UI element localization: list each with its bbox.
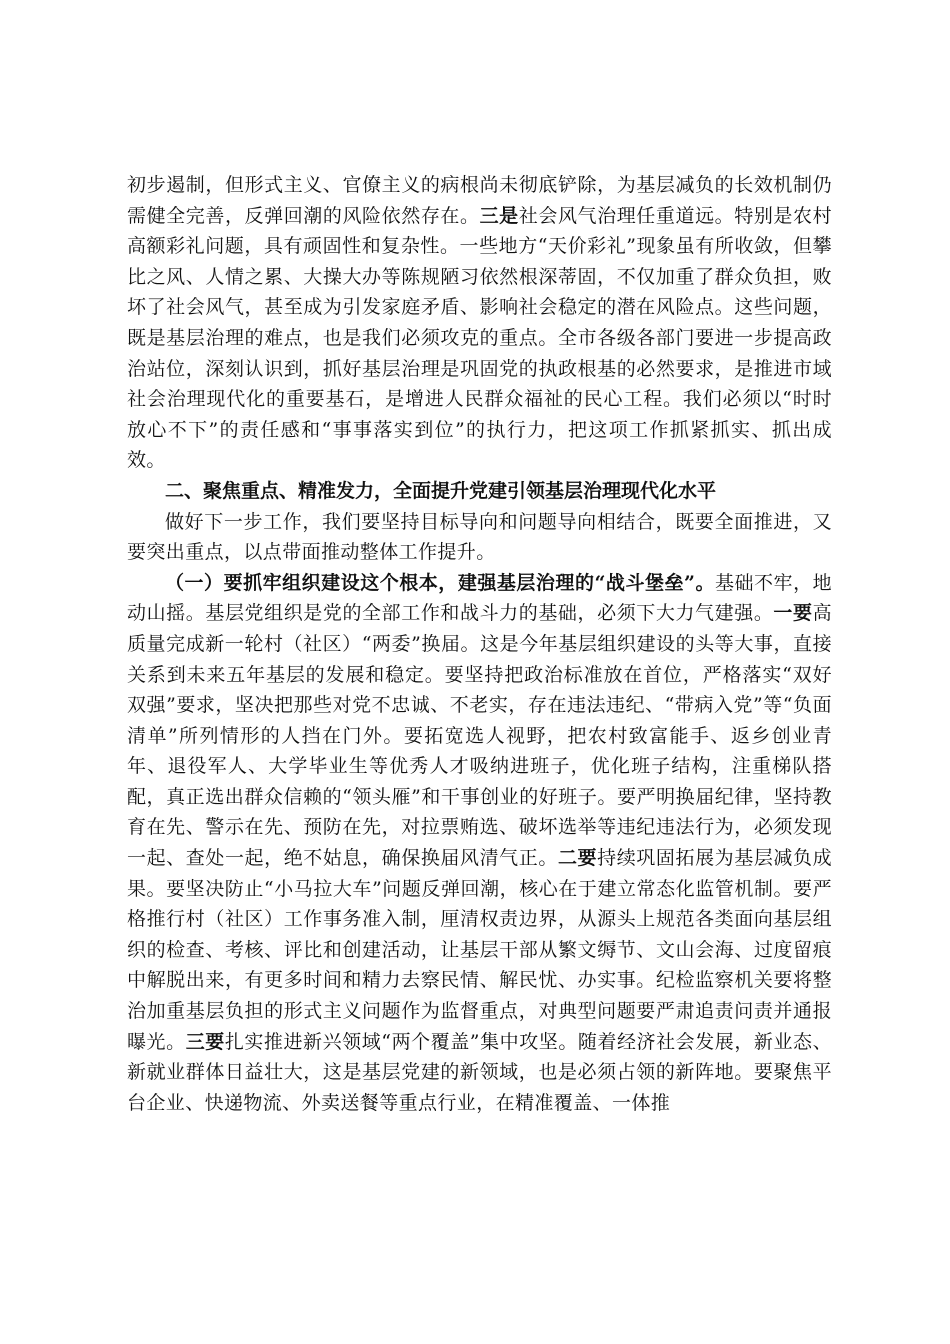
paragraph-3-text-c: 持续巩固拓展为基层减负成果。要坚决防止“小马拉大车”问题反弹回潮，核心在于建立常态化监管机制。要严格推行村（社区）工作事务准入制，厘清权责边界，从源头上规范各类面向基层组织的检查、考核、评比和创建活动，让基层干部从繁文缛节、文山会海、过度留痕中解脱出来，有更多时间和精力去察民情、解民忧、办实事。纪检监察机关要将整治加重基层负担的形式主义问题作为监督重点，对典型问题要严肃追责问责并通报曝光。 [127, 847, 832, 1053]
paragraph-1-text-b: 社会风气治理任重道远。特别是农村高额彩礼问题，具有顽固性和复杂性。一些地方“天价彩礼”现象虽有所收敛，但攀比之风、人情之累、大操大办等陈规陋习依然根深蒂固，不仅加重了群众负担，败坏了社会风气，甚至成为引发家庭矛盾、影响社会稳定的潜在风险点。这些问题，既是基层治理的难点，也是我们必须攻克的重点。全市各级各部门要进一步提高政治站位，深刻认识到，抓好基层治理是巩固党的执政根基的必然要求，是推进市域社会治理现代化的重要基石，是增进人民群众福祉的民心工程。我们必须以“时时放心不下”的责任感和“事事落实到位”的执行力，把这项工作抓紧抓实、抓出成效。 [127, 204, 833, 472]
paragraph-3-text-d: 扎实推进新兴领域“两个覆盖”集中攻坚。随着经济社会发展，新业态、新就业群体日益壮大，这是基层党建的新领域，也是必须占领的新阵地。要聚焦平台企业、快递物流、外卖送餐等重点行业，在精准覆盖、一体推 [127, 1030, 832, 1114]
paragraph-1-text-a: 初步遏制，但形式主义、官僚主义的病根尚未彻底铲除，为基层减负的长效机制仍需健全完善，反弹回潮的风险依然存在。 [127, 174, 832, 227]
point-two-label: 二要 [557, 847, 598, 870]
paragraph-3 [127, 568, 832, 1119]
paragraph-3-text-b: 高质量完成新一轮村（社区）“两委”换届。这是今年基层组织建设的头等大事，直接关系到未来五年基层的发展和稳定。要坚持把政治标准放在首位，严格落实“双好双强”要求，坚决把那些对党不忠诚、不老实，存在违法违纪、“带病入党”等“负面清单”所列情形的人挡在门外。要拓宽选人视野，把农村致富能手、返乡创业青年、退役军人、大学毕业生等优秀人才吸纳进班子，优化班子结构，注重梯队搭配，真正选出群众信赖的“领头雁”和干事创业的好班子。要严明换届纪律，坚持教育在先、警示在先、预防在先，对拉票贿选、破坏选举等违纪违法行为，必须发现一起、查处一起，绝不姑息，确保换届风清气正。 [127, 602, 832, 870]
paragraph-2: 做好下一步工作，我们要坚持目标导向和问题导向相结合，既要全面推进，又要突出重点，以点带面推动整体工作提升。 [127, 510, 832, 564]
paragraph-3-text-a: 基础不牢，地动山摇。基层党组织是党的全部工作和战斗力的基础，必须下大力气建强。 [127, 571, 832, 625]
point-three-label: 三要 [185, 1030, 225, 1053]
subsection-heading-1: （一）要抓牢组织建设这个根本，建强基层治理的“战斗堡垒”。 [165, 571, 715, 594]
paragraph-1-emphasis: 三是 [479, 204, 519, 227]
point-one-label: 一要 [773, 602, 813, 625]
section-heading-2: 二、聚焦重点、精准发力，全面提升党建引领基层治理现代化水平 [165, 479, 717, 502]
document-body [127, 170, 832, 1118]
paragraph-1 [127, 170, 832, 476]
